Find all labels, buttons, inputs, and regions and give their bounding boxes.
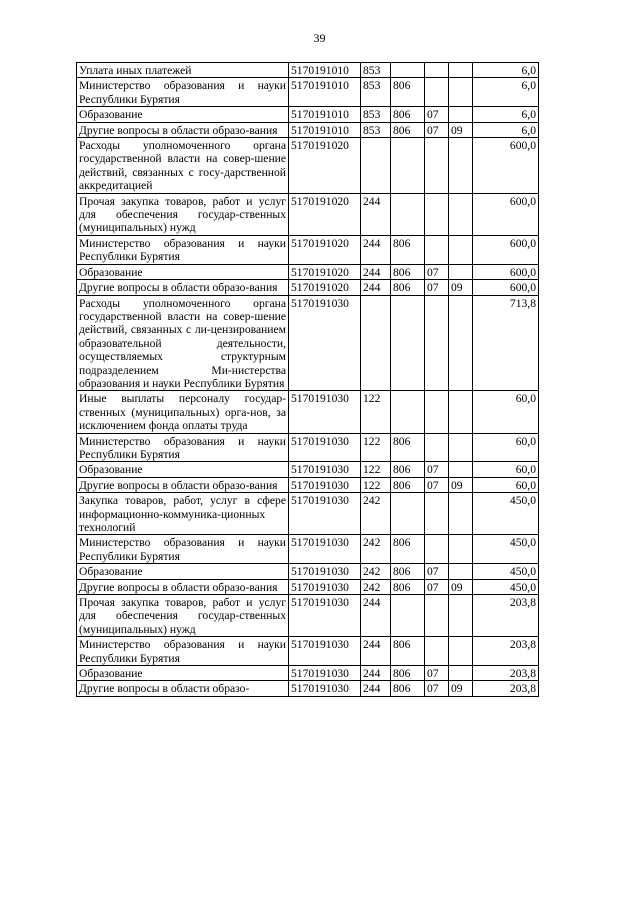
table-row — [77, 579, 539, 594]
section-code-cell: 07 — [425, 579, 449, 594]
subsection-code-cell — [449, 595, 473, 637]
expense-name-cell: Другие вопросы в области образо-вания — [77, 477, 289, 492]
amount-cell: 450,0 — [473, 564, 539, 579]
amount-cell: 450,0 — [473, 579, 539, 594]
ministry-code-cell: 806 — [391, 107, 425, 122]
expense-name-cell: Образование — [77, 666, 289, 681]
target-article-code-cell: 5170191010 — [289, 107, 361, 122]
table-row — [77, 235, 539, 264]
table-row — [77, 477, 539, 492]
table-row — [77, 391, 539, 433]
amount-cell: 600,0 — [473, 264, 539, 279]
table-row — [77, 535, 539, 564]
expense-name-cell: Министерство образования и науки Республики Бурятия — [77, 535, 289, 564]
amount-cell: 600,0 — [473, 235, 539, 264]
expense-name-cell: Образование — [77, 264, 289, 279]
subsection-code-cell — [449, 433, 473, 462]
ministry-code-cell — [391, 391, 425, 433]
target-article-code-cell: 5170191030 — [289, 433, 361, 462]
expense-name-cell: Другие вопросы в области образо-вания — [77, 122, 289, 137]
target-article-code-cell: 5170191030 — [289, 595, 361, 637]
expense-type-code-cell — [361, 138, 391, 194]
section-code-cell: 07 — [425, 280, 449, 295]
amount-cell: 450,0 — [473, 493, 539, 535]
section-code-cell — [425, 193, 449, 235]
target-article-code-cell: 5170191020 — [289, 138, 361, 194]
section-code-cell — [425, 138, 449, 194]
subsection-code-cell: 09 — [449, 579, 473, 594]
amount-cell: 203,8 — [473, 637, 539, 666]
ministry-code-cell: 806 — [391, 280, 425, 295]
target-article-code-cell: 5170191030 — [289, 681, 361, 696]
table-row — [77, 681, 539, 696]
ministry-code-cell: 806 — [391, 78, 425, 107]
ministry-code-cell: 806 — [391, 681, 425, 696]
subsection-code-cell — [449, 63, 473, 78]
table-row — [77, 564, 539, 579]
target-article-code-cell: 5170191030 — [289, 535, 361, 564]
section-code-cell: 07 — [425, 477, 449, 492]
expense-type-code-cell: 244 — [361, 235, 391, 264]
expense-type-code-cell: 122 — [361, 391, 391, 433]
target-article-code-cell: 5170191010 — [289, 78, 361, 107]
target-article-code-cell: 5170191030 — [289, 666, 361, 681]
subsection-code-cell: 09 — [449, 681, 473, 696]
table-row — [77, 107, 539, 122]
table-row — [77, 462, 539, 477]
expense-name-cell: Образование — [77, 107, 289, 122]
target-article-code-cell: 5170191030 — [289, 637, 361, 666]
expense-type-code-cell: 242 — [361, 493, 391, 535]
ministry-code-cell — [391, 493, 425, 535]
subsection-code-cell — [449, 666, 473, 681]
section-code-cell: 07 — [425, 564, 449, 579]
table-row — [77, 122, 539, 137]
amount-cell: 203,8 — [473, 595, 539, 637]
expense-type-code-cell: 244 — [361, 666, 391, 681]
expense-type-code-cell: 853 — [361, 122, 391, 137]
amount-cell: 60,0 — [473, 391, 539, 433]
subsection-code-cell: 09 — [449, 280, 473, 295]
section-code-cell — [425, 637, 449, 666]
expense-name-cell: Образование — [77, 462, 289, 477]
ministry-code-cell: 806 — [391, 637, 425, 666]
expense-type-code-cell: 244 — [361, 637, 391, 666]
section-code-cell: 07 — [425, 264, 449, 279]
subsection-code-cell — [449, 637, 473, 666]
amount-cell: 6,0 — [473, 63, 539, 78]
ministry-code-cell: 806 — [391, 122, 425, 137]
expense-type-code-cell: 122 — [361, 477, 391, 492]
amount-cell: 203,8 — [473, 681, 539, 696]
table-row — [77, 666, 539, 681]
expense-type-code-cell: 244 — [361, 595, 391, 637]
target-article-code-cell: 5170191010 — [289, 63, 361, 78]
expense-name-cell: Другие вопросы в области образо- — [77, 681, 289, 696]
expense-name-cell: Закупка товаров, работ, услуг в сфере информационно-коммуника-ционных технологий — [77, 493, 289, 535]
ministry-code-cell: 806 — [391, 462, 425, 477]
target-article-code-cell: 5170191030 — [289, 462, 361, 477]
expense-name-cell: Расходы уполномоченного органа государственной власти на совер-шение действий, связанных с госу-дарственной аккредитацией — [77, 138, 289, 194]
expense-name-cell: Прочая закупка товаров, работ и услуг для обеспечения государ-ственных (муниципальных) нужд — [77, 595, 289, 637]
expense-name-cell: Иные выплаты персоналу государ-ственных (муниципальных) орга-нов, за исключением фонда оплаты труда — [77, 391, 289, 433]
expense-name-cell: Прочая закупка товаров, работ и услуг для обеспечения государ-ственных (муниципальных) нужд — [77, 193, 289, 235]
expense-name-cell: Министерство образования и науки Республики Бурятия — [77, 78, 289, 107]
subsection-code-cell — [449, 564, 473, 579]
subsection-code-cell — [449, 295, 473, 391]
section-code-cell — [425, 595, 449, 637]
table-row — [77, 433, 539, 462]
target-article-code-cell: 5170191020 — [289, 193, 361, 235]
table-row — [77, 193, 539, 235]
subsection-code-cell: 09 — [449, 122, 473, 137]
expense-type-code-cell: 853 — [361, 63, 391, 78]
target-article-code-cell: 5170191030 — [289, 391, 361, 433]
expense-type-code-cell: 122 — [361, 433, 391, 462]
amount-cell: 60,0 — [473, 477, 539, 492]
ministry-code-cell: 806 — [391, 666, 425, 681]
ministry-code-cell — [391, 295, 425, 391]
target-article-code-cell: 5170191020 — [289, 280, 361, 295]
table-row — [77, 637, 539, 666]
table-row — [77, 264, 539, 279]
expense-name-cell: Другие вопросы в области образо-вания — [77, 579, 289, 594]
section-code-cell — [425, 493, 449, 535]
section-code-cell — [425, 535, 449, 564]
expense-type-code-cell: 244 — [361, 264, 391, 279]
amount-cell: 450,0 — [473, 535, 539, 564]
target-article-code-cell: 5170191030 — [289, 579, 361, 594]
subsection-code-cell: 09 — [449, 477, 473, 492]
amount-cell: 600,0 — [473, 193, 539, 235]
subsection-code-cell — [449, 107, 473, 122]
expense-type-code-cell: 853 — [361, 107, 391, 122]
expense-name-cell: Другие вопросы в области образо-вания — [77, 280, 289, 295]
subsection-code-cell — [449, 493, 473, 535]
section-code-cell — [425, 63, 449, 78]
ministry-code-cell — [391, 193, 425, 235]
table-row — [77, 493, 539, 535]
subsection-code-cell — [449, 193, 473, 235]
expense-type-code-cell: 122 — [361, 462, 391, 477]
section-code-cell: 07 — [425, 462, 449, 477]
target-article-code-cell: 5170191030 — [289, 564, 361, 579]
expense-name-cell: Министерство образования и науки Республики Бурятия — [77, 433, 289, 462]
amount-cell: 6,0 — [473, 122, 539, 137]
section-code-cell — [425, 433, 449, 462]
subsection-code-cell — [449, 138, 473, 194]
ministry-code-cell: 806 — [391, 433, 425, 462]
target-article-code-cell: 5170191030 — [289, 493, 361, 535]
ministry-code-cell: 806 — [391, 579, 425, 594]
budget-table — [76, 62, 539, 697]
amount-cell: 6,0 — [473, 107, 539, 122]
section-code-cell: 07 — [425, 666, 449, 681]
subsection-code-cell — [449, 535, 473, 564]
target-article-code-cell: 5170191030 — [289, 295, 361, 391]
section-code-cell: 07 — [425, 681, 449, 696]
amount-cell: 60,0 — [473, 462, 539, 477]
subsection-code-cell — [449, 264, 473, 279]
target-article-code-cell: 5170191030 — [289, 477, 361, 492]
ministry-code-cell: 806 — [391, 264, 425, 279]
expense-type-code-cell: 244 — [361, 193, 391, 235]
section-code-cell: 07 — [425, 107, 449, 122]
subsection-code-cell — [449, 235, 473, 264]
ministry-code-cell — [391, 595, 425, 637]
target-article-code-cell: 5170191020 — [289, 235, 361, 264]
subsection-code-cell — [449, 391, 473, 433]
subsection-code-cell — [449, 78, 473, 107]
amount-cell: 60,0 — [473, 433, 539, 462]
subsection-code-cell — [449, 462, 473, 477]
amount-cell: 6,0 — [473, 78, 539, 107]
amount-cell: 203,8 — [473, 666, 539, 681]
table-row — [77, 295, 539, 391]
section-code-cell — [425, 235, 449, 264]
expense-type-code-cell: 244 — [361, 681, 391, 696]
expense-name-cell: Министерство образования и науки Республики Бурятия — [77, 235, 289, 264]
table-row — [77, 138, 539, 194]
target-article-code-cell: 5170191020 — [289, 264, 361, 279]
amount-cell: 600,0 — [473, 280, 539, 295]
ministry-code-cell: 806 — [391, 535, 425, 564]
ministry-code-cell — [391, 138, 425, 194]
budget-table-body — [77, 63, 539, 697]
table-row — [77, 78, 539, 107]
expense-name-cell: Образование — [77, 564, 289, 579]
section-code-cell: 07 — [425, 122, 449, 137]
ministry-code-cell: 806 — [391, 564, 425, 579]
expense-type-code-cell: 242 — [361, 535, 391, 564]
expense-name-cell: Министерство образования и науки Республики Бурятия — [77, 637, 289, 666]
section-code-cell — [425, 391, 449, 433]
ministry-code-cell — [391, 63, 425, 78]
target-article-code-cell: 5170191010 — [289, 122, 361, 137]
expense-type-code-cell: 853 — [361, 78, 391, 107]
expense-type-code-cell: 244 — [361, 280, 391, 295]
expense-name-cell: Расходы уполномоченного органа государственной власти на совер-шение действий, связанных с ли-цензированием образовательной деятельности, осуществляемых структурным подразделением Ми-нистерства образования и науки Республики Бурятия — [77, 295, 289, 391]
amount-cell: 713,8 — [473, 295, 539, 391]
expense-type-code-cell: 242 — [361, 579, 391, 594]
section-code-cell — [425, 78, 449, 107]
page-number: 39 — [313, 31, 326, 45]
section-code-cell — [425, 295, 449, 391]
expense-type-code-cell: 242 — [361, 564, 391, 579]
table-row — [77, 595, 539, 637]
table-row — [77, 63, 539, 78]
amount-cell: 600,0 — [473, 138, 539, 194]
expense-type-code-cell — [361, 295, 391, 391]
ministry-code-cell: 806 — [391, 477, 425, 492]
ministry-code-cell: 806 — [391, 235, 425, 264]
expense-name-cell: Уплата иных платежей — [77, 63, 289, 78]
table-row — [77, 280, 539, 295]
